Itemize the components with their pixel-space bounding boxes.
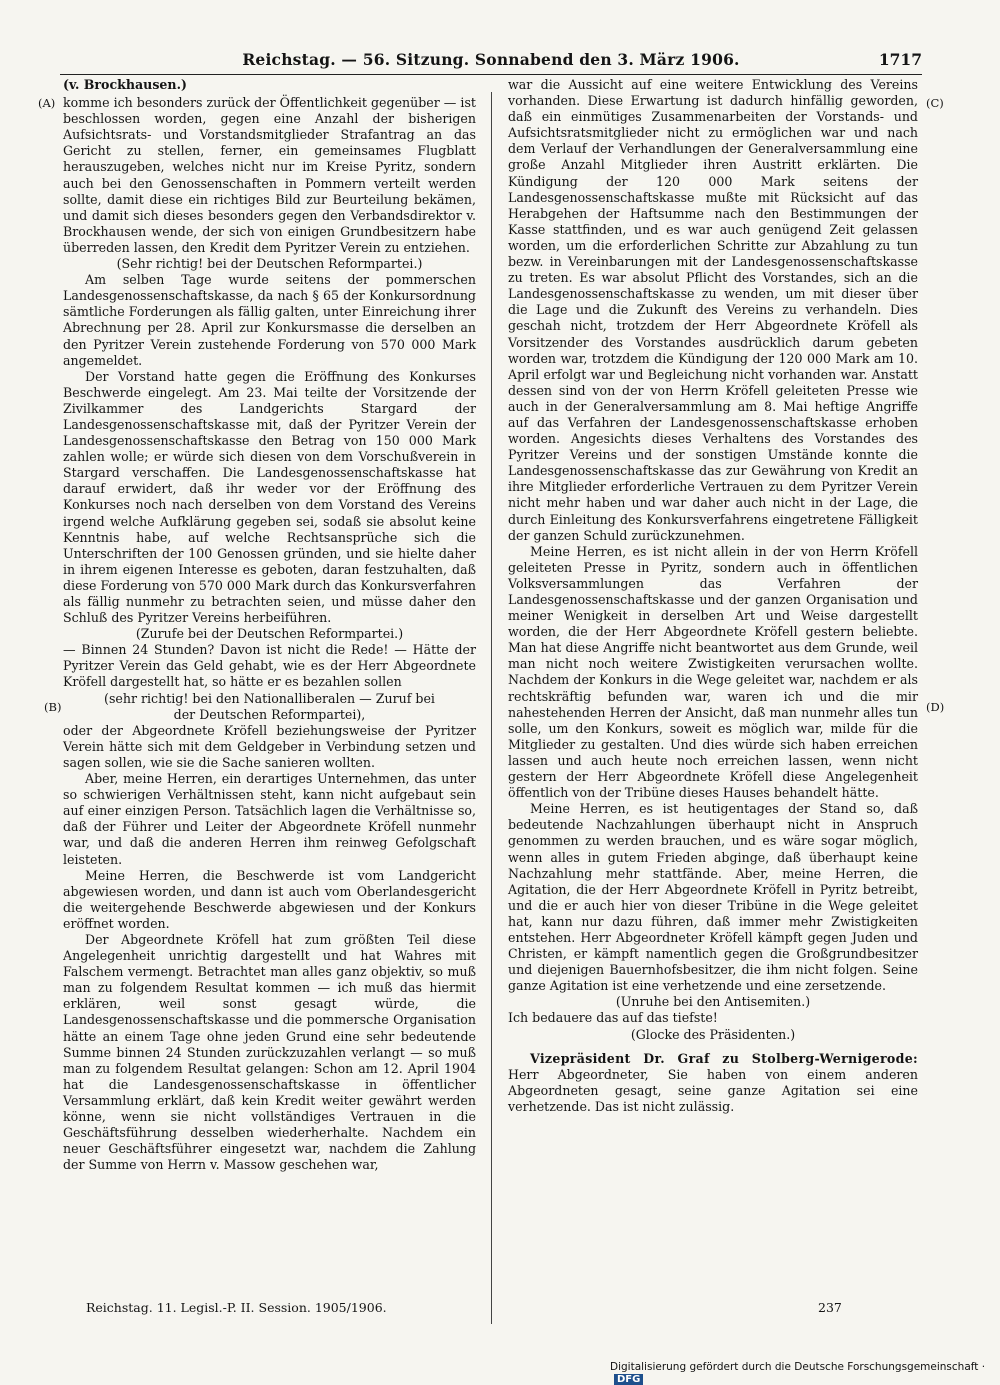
footer-session: Reichstag. 11. Legisl.-P. II. Session. 1905/1906.: [86, 1300, 387, 1315]
footer-sheet-number: 237: [818, 1300, 842, 1315]
paragraph: Am selben Tage wurde seitens der pommerschen Landesgenossenschaftskasse, da nach § 65 der Konkursordnung sämtliche Forderungen als fällig galten, unter Einreichung ihrer Abrechnung per 28. April zur Konkursmasse die derselben an den Pyritzer Verein zustehende Forderung von 570 000 Mark angemeldet.: [63, 272, 476, 368]
margin-marker-d: (D): [926, 700, 945, 714]
margin-marker-c: (C): [926, 96, 944, 110]
interjection: (Zurufe bei der Deutschen Reformpartei.): [135, 626, 404, 642]
paragraph: Der Vorstand hatte gegen die Eröffnung des Konkurses Beschwerde eingelegt. Am 23. Mai teilte der Vorsitzende der Zivilkammer des Landgerichts Stargard der Landesgenossenschaftskasse mit, daß der Pyritzer Verein der Landesgenossenschaftskasse den Betrag von 150 000 Mark zahlen wolle; er würde sich diesen von dem Vorschußverein in Stargard verschaffen. Die Landesgenossenschaftskasse hat darauf erwidert, daß ihr weder vor der Eröffnung des Konkurses noch nach derselben von dem Vorstand des Vereins irgend welche Aufklärung gegeben sei, sodaß sie absolut keine Kenntnis habe, auf welche Rechtsansprüche sich die Unterschriften der 100 Genossen gründen, und sie hielte daher in ihrem eigenen Interesse es geboten, daran festzuhalten, daß diese Forderung von 570 000 Mark durch das Konkursverfahren als fällig nunmehr zu betrachten seien, und müsse daher den Schluß des Pyritzer Vereins herbeiführen.: [63, 368, 476, 626]
margin-marker-b: (B): [44, 700, 62, 714]
paragraph: Meine Herren, es ist heutigentages der Stand so, daß bedeutende Nachzahlungen überhaupt nicht in Anspruch genommen zu werden brauchen, und es wäre sogar möglich, wenn alles in gutem Frieden abginge, daß überhaupt keine Nachzahlung mehr stattfände. Aber, meine Herren, die Agitation, die der Herr Abgeordnete Kröfell in Pyritz betreibt, und die er auch hier von dieser Tribüne in die Wege geleitet hat, kann nur dazu führen, daß immer mehr Zwistigkeiten entstehen. Herr Abgeordneter Kröfell kämpft gegen Juden und Christen, er kämpft namentlich gegen die Großgrundbesitzer und diejenigen Bauernhofsbesitzer, die ihm nicht folgen. Seine ganze Agitation ist eine verhetzende und eine zersetzende.: [508, 801, 918, 994]
paragraph: Meine Herren, es ist nicht allein in der von Herrn Kröfell geleiteten Presse in Pyritz, sondern auch in öffentlichen Volksversammlungen das Verfahren der Landesgenossenschaftskasse und der ganzen Organisation und meiner Wenigkeit in derselben Art und Weise dargestellt worden, die der Herr Abgeordnete Kröfell gestern beliebte. Man hat diese Angriffe nicht beantwortet aus dem Grunde, weil man nicht noch weitere Zwistigkeiten verursachen wollte. Nachdem der Konkurs in die Wege geleitet war, nachdem er als rechtskräftig befunden war, waren ich und die mir nahestehenden Herren der Ansicht, daß man nunmehr alles tun solle, um den Konkurs, soweit es möglich war, milde für die Mitglieder zu gestalten. Und dies würde sich haben erreichen lassen und auch heute noch erreichen lassen, wenn nicht gestern der Herr Abgeordnete Kröfell diese Angelegenheit öffentlich von der Tribüne dieses Hauses behandelt hätte.: [508, 543, 918, 801]
page-number: 1717: [878, 50, 922, 69]
interjection: (Unruhe bei den Antisemiten.): [615, 994, 811, 1010]
right-column: [508, 77, 918, 1115]
page-title: Reichstag. — 56. Sitzung. Sonnabend den 3. März 1906.: [242, 50, 740, 69]
dfg-logo: DFG: [614, 1374, 643, 1385]
interjection: (Sehr richtig! bei der Deutschen Reformpartei.): [116, 256, 423, 272]
paragraph: Meine Herren, die Beschwerde ist vom Landgericht abgewiesen worden, und dann ist auch vom Oberlandesgericht die weitergehende Beschwerde abgewiesen und der Konkurs eröffnet worden.: [63, 867, 476, 931]
paragraph: Aber, meine Herren, ein derartiges Unternehmen, das unter so schwierigen Verhältnissen steht, kann nicht aufgebaut sein auf einer einzigen Person. Tatsächlich lagen die Verhältnisse so, daß der Führer und Leiter der Abgeordnete Kröfell nunmehr war, und daß die anderen Herren ihm reinweg Gefolgschaft leisteten.: [63, 771, 476, 867]
statement-text: Herr Abgeordneter, Sie haben von einem anderen Abgeordneten gesagt, seine ganze Agitation sei eine verhetzende. Das ist nicht zulässig.: [508, 1066, 918, 1114]
paragraph: — Binnen 24 Stunden? Davon ist nicht die Rede! — Hätte der Pyritzer Verein das Geld gehabt, wie es der Herr Abgeordnete Kröfell dargestellt hat, so hätte er es bezahlen sollen: [63, 642, 476, 690]
margin-marker-a: (A): [38, 96, 56, 110]
paragraph: komme ich besonders zurück der Öffentlichkeit gegenüber — ist beschlossen worden, gegen eine Anzahl der bisherigen Aufsichtsrats- und Vorstandsmitglieder Strafantrag an das Gericht zu stellen, ferner, ein gemeinsames Flugblatt herauszugeben, welches nicht nur im Kreise Pyritz, sondern auch bei den Genossenschaften in Pommern verteilt werden sollte, damit diese ein richtiges Bild zur Beurteilung bekämen, und damit sich dieses besonders gegen den Verbandsdirektor v. Brockhausen wende, der sich von einigen Grundbesitzern habe überreden lassen, den Kredit dem Pyritzer Verein zu entziehen.: [63, 95, 476, 255]
column-divider: [491, 92, 492, 1324]
interjection: (Glocke des Präsidenten.): [630, 1026, 796, 1042]
interjection: (sehr richtig! bei den Nationalliberalen — Zuruf bei der Deutschen Reformpartei),: [104, 690, 435, 722]
page-header: [60, 50, 922, 75]
left-column: [63, 77, 476, 1173]
paragraph: war die Aussicht auf eine weitere Entwicklung des Vereins vorhanden. Diese Erwartung ist dadurch hinfällig geworden, daß ein einmütiges Zusammenarbeiten der Vorstands- und Aufsichtsratsmitglieder nicht zu ermöglichen war und nach dem Verlauf der Verhandlungen der Generalversammlung eine große Anzahl Mitglieder ihren Austritt erklärten. Die Kündigung der 120 000 Mark seitens der Landesgenossenschaftskasse mußte mit Rücksicht auf das Herabgehen der Haftsumme nach den Bestimmungen der Kasse stattfinden, und es war auch genügend Zeit gelassen worden, um die erforderlichen Schritte zur Abzahlung zu tun bezw. in Vereinbarungen mit der Landesgenossenschaftskasse zu treten. Es war absolut Pflicht des Vorstandes, sich an die Landesgenossenschaftskasse zu wenden, um mit dieser über die Lage und die Zukunft des Vereins zu verhandeln. Dies geschah nicht, trotzdem der Herr Abgeordnete Kröfell als Vorsitzender des Vorstandes ausdrücklich darum gebeten worden war, trotzdem die Kündigung der 120 000 Mark am 10. April erfolgt war und Begleichung nicht vorhanden war. Anstatt dessen sind von der von Herrn Kröfell geleiteten Presse wie auch in der Generalversammlung am 8. Mai heftige Angriffe auf das Verfahren der Landesgenossenschaftskasse erhoben worden. Angesichts dieses Verhaltens des Vorstandes des Pyritzer Vereins und der sonstigen Umstände konnte die Landesgenossenschaftskasse das zur Gewährung von Kredit an ihre Mitglieder erforderliche Vertrauen zu dem Pyritzer Verein nicht mehr haben und war daher auch nicht in der Lage, die durch Einleitung des Konkursverfahrens eingetretene Fälligkeit der ganzen Schuld zurückzunehmen.: [508, 77, 918, 543]
vice-president-statement: [508, 1051, 918, 1115]
credit-text: Digitalisierung gefördert durch die Deutsche Forschungsgemeinschaft ·: [610, 1361, 986, 1373]
speaker-tag: (v. Brockhausen.): [63, 77, 187, 92]
paragraph: oder der Abgeordnete Kröfell beziehungsweise der Pyritzer Verein hätte sich mit dem Geldgeber in Verbindung setzen und sagen sollen, wie sie die Sache sanieren wollten.: [63, 722, 476, 770]
speaker-name: Vizepräsident Dr. Graf zu Stolberg-Wernigerode:: [530, 1050, 918, 1066]
paragraph: Der Abgeordnete Kröfell hat zum größten Teil diese Angelegenheit unrichtig dargestellt und hat Wahres mit Falschem vermengt. Betrachtet man alles ganz objektiv, so muß man zu folgendem Resultat kommen — ich muß das hiermit erklären, weil sonst gesagt würde, die Landesgenossenschaftskasse und die pommersche Organisation hätte an einem Tage ohne jeden Grund eine sehr bedeutende Summe binnen 24 Stunden zurückzuzahlen verlangt — so muß man zu folgendem Resultat gelangen: Schon am 12. April 1904 hat die Landesgenossenschaftskasse in öffentlicher Versammlung erklärt, daß kein Kredit weiter gewährt werden könne, wenn sie nicht vollständiges Vertrauen in die Geschäftsführung desselben wiederherhalte. Nachdem ein neuer Geschäftsführer eingesetzt war, nachdem die Zahlung der Summe von Herrn v. Massow geschehen war,: [63, 931, 476, 1173]
paragraph: Ich bedauere das auf das tiefste!: [508, 1010, 718, 1026]
digitization-credit: [610, 1361, 1000, 1385]
